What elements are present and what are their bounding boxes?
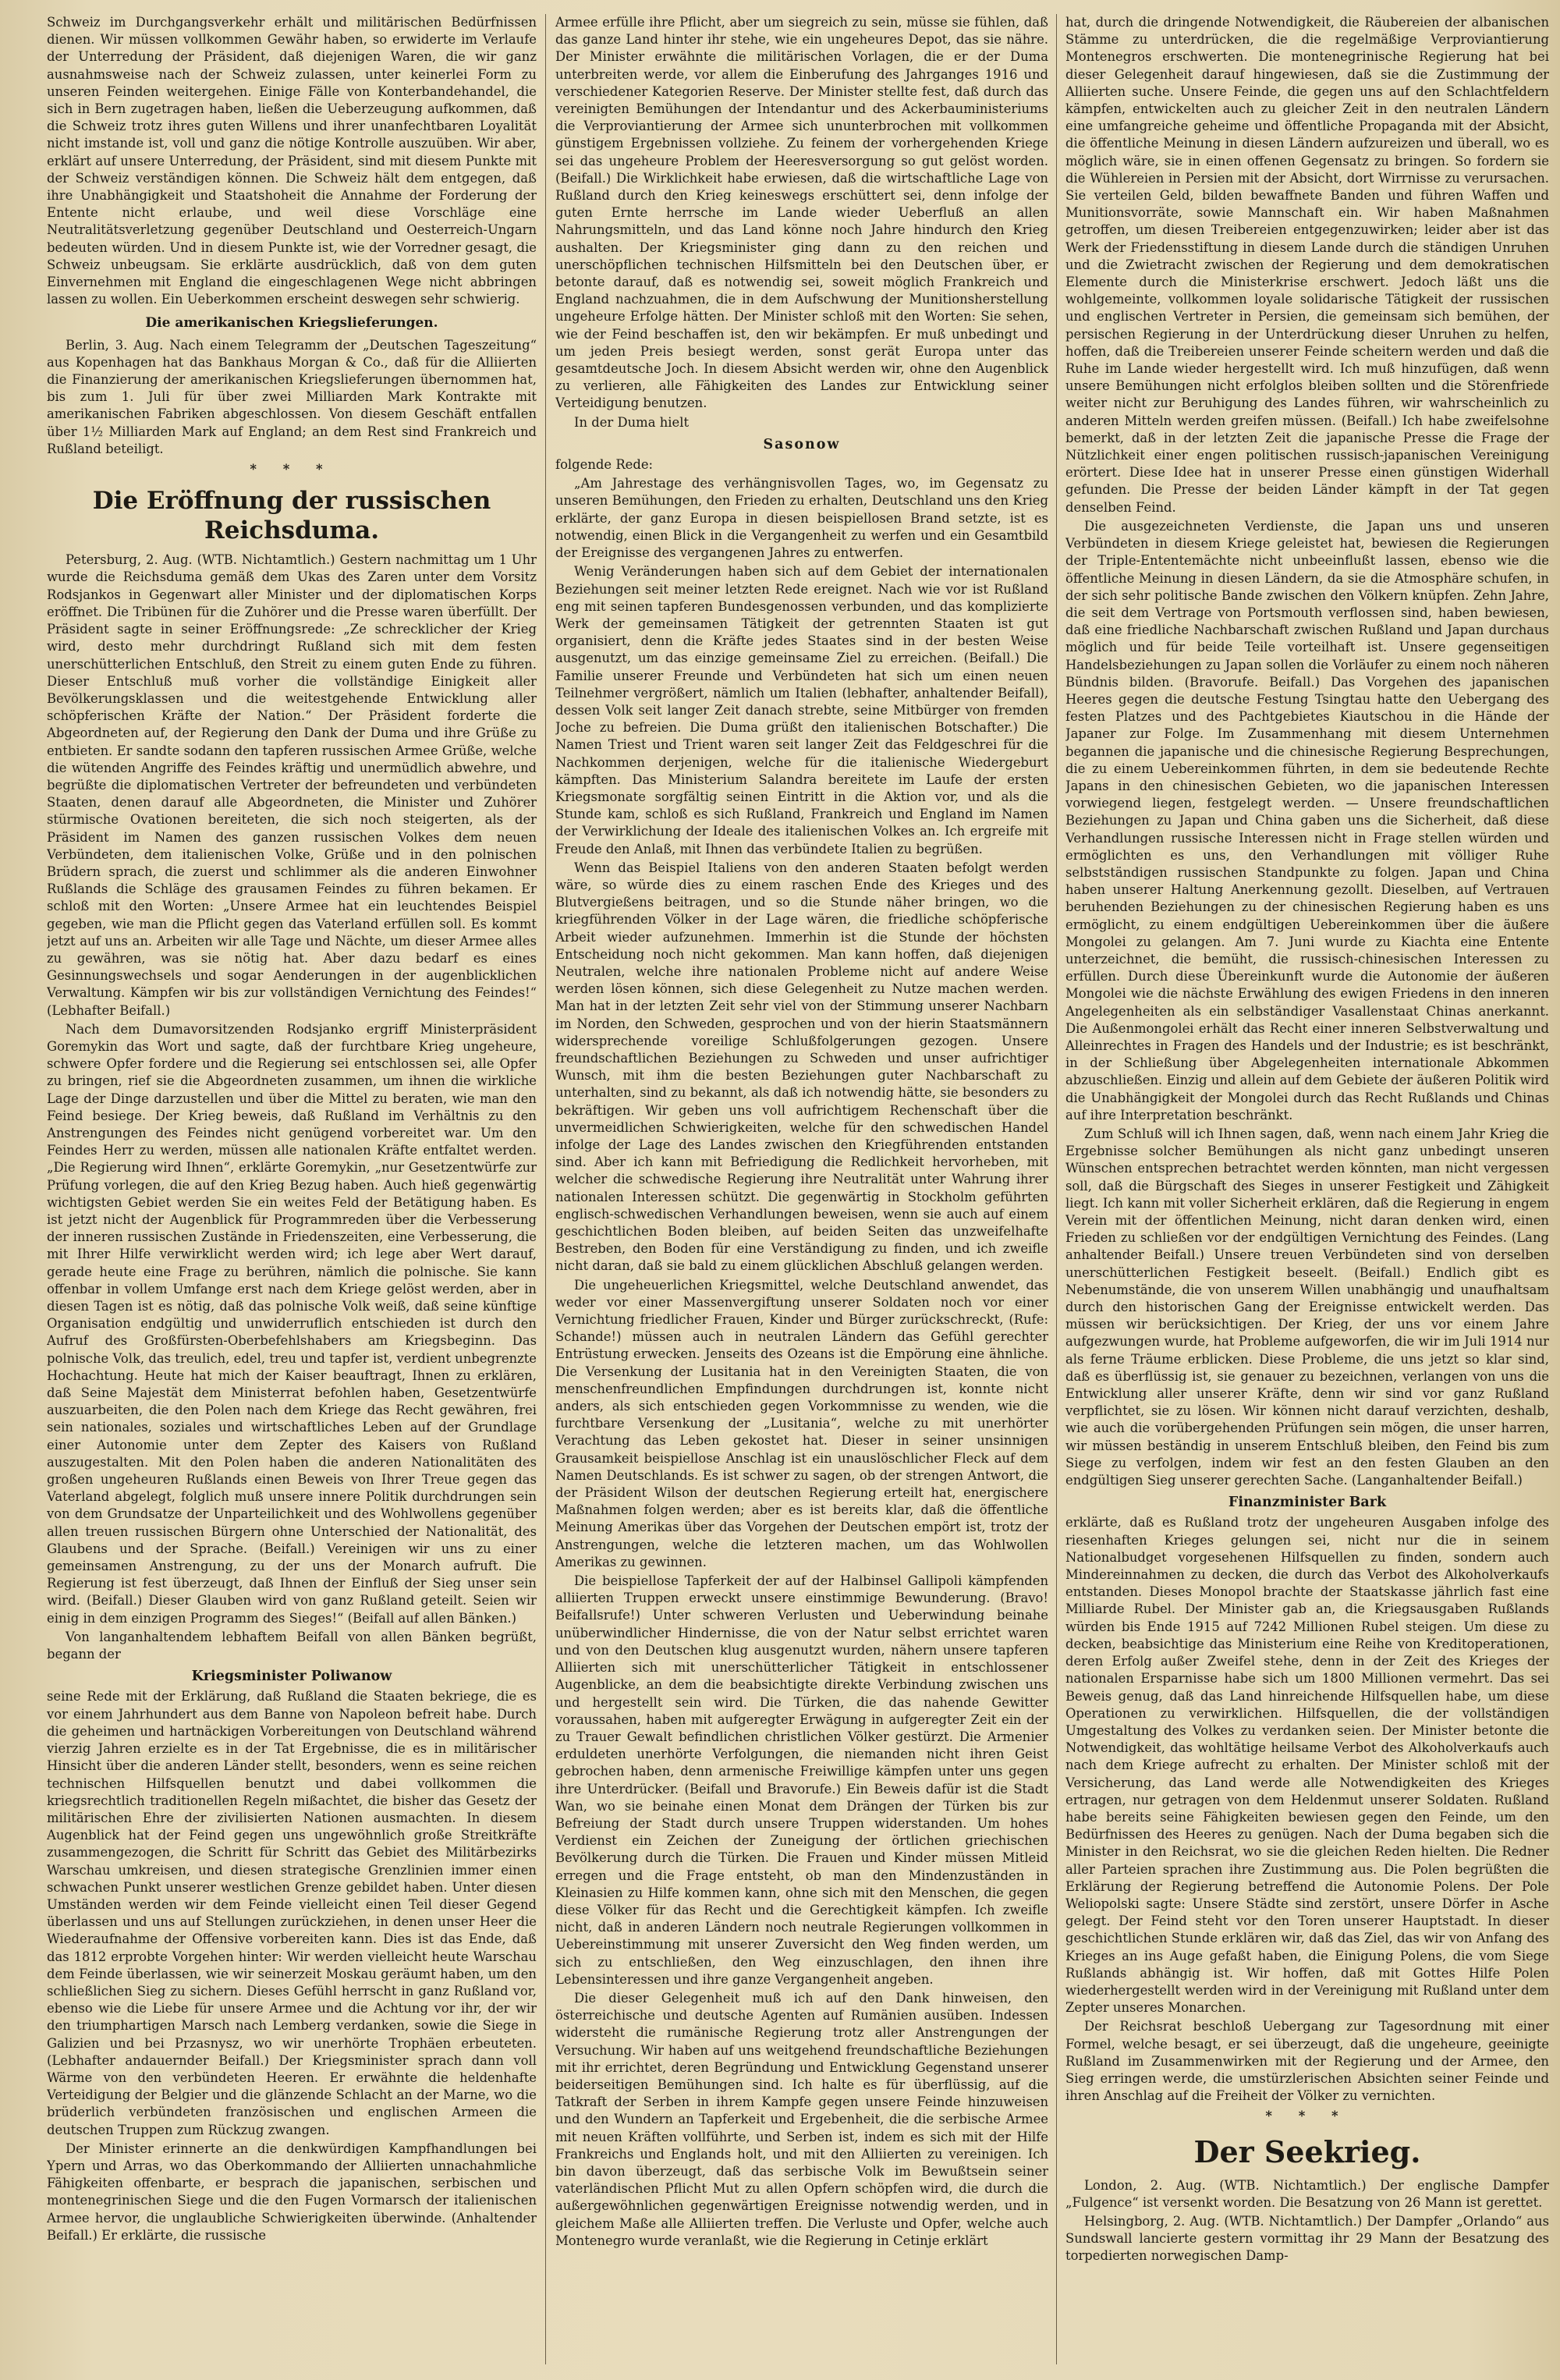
goremykin-paragraph: Nach dem Dumavorsitzenden Rodsjanko ergriff Ministerpräsident Goremykin das Wort und sagte, daß der furchtbare Krieg ungeheure, schwere Opfer fordere und die Regierung sei entschlossen sei, alle Opfer zu bringen, rief sie die Abgeordneten zusammen, um ihnen die wirkliche Lage der Dinge darzustellen und über die Mittel zu beraten, wie man den Feind besiege. Der Krieg beweis, daß Rußland im Verhältnis zu den Anstrengungen des Feindes nicht genügend vorbereitet war. Um den Feindes Herr zu werden, müssen alle nationalen Kräfte entfaltet werden. „Die Regierung wird Ihnen“, erklärte Goremykin, „nur Gesetzentwürfe zur Prüfung vorlegen, die auf den Krieg Bezug haben. Auch hieß gegenwärtig wichtigsten Gebiet werden Sie ein weites Feld der Betätigung haben. Es ist jetzt nicht der Augenblick für Programmreden über die Verbesserung der inneren russischen Zustände in Friedenszeiten, eine Verbesserung, die mit Ihrer Hilfe verwirklicht werden wird; ich lege aber Wert darauf, gerade heute eine Frage zu berühren, nämlich die polnische. Sie kann offenbar in vollem Umfange erst nach dem Kriege gelöst werden, aber in diesen Tagen ist es nötig, daß das polnische Volk weiß, daß seine künftige Organisation endgültig und unwiderruflich entschieden ist durch den Aufruf des Großfürsten-Oberbefehlshabers am Kriegsbeginn. Das polnische Volk, das treulich, edel, treu und tapfer ist, verdient unbegrenzte Hochachtung. Heute hat mich der Kaiser beauftragt, Ihnen zu erklären, daß Seine Majestät dem Ministerrat befohlen haben, Gesetzentwürfe auszuarbeiten, die den Polen nach dem Kriege das Recht gewähren, frei sein nationales, soziales und wirtschaftliches Leben auf der Grundlage einer Autonomie unter dem Zepter des Kaisers von Rußland auszugestalten. Mit den Polen haben die anderen Nationalitäten des großen ungeheuren Rußlands einen Beweis von Ihrer Treue gegen das Vaterland abgelegt, folglich muß unsere innere Politik durchdrungen sein von dem Grundsatze der Unparteilichkeit und des Wohlwollens gegenüber allen treuen russischen Bürgern ohne Unterschied der Nationalität, des Glaubens und der Sprache. (Beifall.) Vereinigen wir uns zu einer gemeinsamen Anstrengung, zu der uns der Monarch aufruft. Die Regierung ist fest überzeugt, daß Ihnen der Einfluß der Sieg unser sein wird. (Beifall.) Dieser Glauben wird von ganz Rußland geteilt. Seien wir einig in dem einzigen Programm des Sieges!“ (Beifall auf allen Bänken.) xyxy=(47,1021,537,1626)
section-separator: * * * xyxy=(250,462,334,477)
conclusion-paragraph: Zum Schluß will ich Ihnen sagen, daß, wenn nach einem Jahr Krieg die Ergebnisse solcher Bemühungen als nicht ganz unbedingt unseren Wünschen entsprechen betrachtet werden könnten, man nicht vergessen soll, daß die Bürgschaft des Sieges in unserer Festigkeit und Zähigkeit liegt. Ich kann mit voller Sicherheit erklären, daß die Regierung in engem Verein mit der öffentlichen Meinung, nicht daran denken wird, einen Frieden zu schließen vor der endgültigen Vernichtung des Feindes. (Lang anhaltender Beifall.) Unsere treuen Verbündeten sind von derselben unerschütterlichen Festigkeit beseelt. (Beifall.) Endlich gibt es Nebenumstände, die von unserem Willen unabhängig und unaufhaltsam durch den historischen Gang der Ereignisse entwickelt werden. Das müssen wir berücksichtigen. Der Krieg, der uns vor einem Jahre aufgezwungen wurde, hat Probleme aufgeworfen, die wir im Juli 1914 nur als ferne Träume erblicken. Diese Probleme, die uns jetzt so klar sind, daß es überflüssig ist, sie genauer zu bezeichnen, verlangen von uns die Entwicklung aller unserer Kräfte, denn wir sind vor ganz Rußland verpflichtet, sie zu lösen. Wir können nicht darauf verzichten, deshalb, wie auch die vorübergehenden Prüfungen sein mögen, die unser harren, wir müssen beständig in unserem Entschluß bleiben, den Feind bis zum Siege zu verfolgen, indem wir fest an den festen Glauben an den endgültigen Sieg unserer gerechten Sache. (Langanhaltender Beifall.) xyxy=(1065,1126,1549,1488)
morgan-paragraph: Berlin, 3. Aug. Nach einem Telegramm der „Deutschen Tageszeitung“ aus Kopenhagen hat das Bankhaus Morgan & Co., daß für die Alliierten die Finanzierung der amerikanischen Kriegslieferungen übernommen hat, bis zum 1. Juli für über zwei Milliarden Mark Kontrakte mit amerikanischen Fabriken abgeschlossen. Von diesem Geschäft entfallen über 1½ Milliarden Mark auf England; an dem Rest sind Frankreich und Rußland beteiligt. xyxy=(47,337,537,456)
poliwanow-paragraph: seine Rede mit der Erklärung, daß Rußland die Staaten bekriege, die es vor einem Jahrhundert aus dem Banne von Napoleon befreit habe. Durch die geheimen und hartnäckigen Vorbereitungen von Deutschland während vierzig Jahren erzielte es in der Tat Ergebnisse, die es in militärischer Hinsicht über die anderen Länder stellt, besonders, wenn es seine reichen technischen Hilfsquellen benutzt und dabei vollkommen die kriegsrechtlich traditionellen Regeln mißachtet, die bisher das Gesetz der militärischen Ehre der zivilisierten Nationen ausmachten. In diesem Augenblick hat der Feind gegen uns ungewöhnlich große Streitkräfte zusammengezogen, die Schritt für Schritt das Gebiet des Militärbezirks Warschau umkreisen, und diesen strategische Grenzlinien immer einen schwachen Punkt unserer westlichen Grenze gebildet haben. Unter diesen Umständen werden wir dem Feinde vielleicht einen Teil dieser Gegend überlassen und uns auf Stellungen zurückziehen, in denen unser Heer die Wiederaufnahme der Offensive vorbereiten kann. Dies ist das Ende, daß das 1812 erprobte Vorgehen hinter: Wir werden vielleicht heute Warschau dem Feinde überlassen, wie wir seinerzeit Moskau geräumt haben, um den schließlichen Sieg zu sichern. Dieses Gefühl herrscht in ganz Rußland vor, ebenso wie die Liebe für unsere Armee und die Achtung vor ihr, der wir den triumphartigen Marsch nach Lemberg verdanken, sowie die Siege in Galizien und bei Przasnysz, wo wir unerhörte Trophäen erbeuteten. (Lebhafter andauernder Beifall.) Der Kriegsminister sprach dann voll Wärme von den verbündeten Heeren. Er erwähnte die heldenhafte Verteidigung der Belgier und die glänzende Schlacht an der Marne, wo die brüderlich verbündeten französischen und englischen Armeen die deutschen Truppen zum Rückzug zwangen. xyxy=(47,1689,537,2137)
column-rule xyxy=(1056,14,1057,2364)
sasonow-gallipoli-paragraph: Die beispiellose Tapferkeit der auf der Halbinsel Gallipoli kämpfenden alliierten Truppen erweckt unsere einstimmige Bewunderung. (Bravo! Beifallsrufe!) Unter schweren Verlusten und Ueberwindung beinahe unüberwindlicher Hindernisse, die von der Natur selbst errichtet waren und von den Deutschen klug ausgenutzt wurden, nähern unsere tapferen Alliierten sich mit unerschütterlicher Tätigkeit in entschlossener Augenblicke, an dem die beabsichtigte direkte Verbindung zwischen uns und hergestellt sein wird. Die Türken, die das nahende Gewitter voraussahen, haben mit aufgeregter Erwägung in aufgeregter Zeit ein der zu Trauer Gewalt befindlichen christlichen Völker gestürzt. Die Armenier erduldeten unerhörte Verfolgungen, die niemanden nicht ihren Geist gebrochen haben, denn armenische Freiwillige kämpfen unter uns gegen ihre Unterdrücker. (Beifall und Bravorufe.) Ein Beweis dafür ist die Stadt Wan, wo sie beinahe einen Monat dem Drängen der Türken bis zur Befreiung der Stadt durch unsere Truppen widerstanden. Um hohes Verdienst ein Zeichen der Zuneigung der örtlichen griechischen Bevölkerung durch die Türken. Die Frauen und Kinder müssen Mitleid erregen und die Frage entsteht, ob man den Mindenzuständen in Kleinasien zu Hilfe kommen kann, ohne sich mit den Menschen, die gegen diese Völker für das Recht und die Gerechtigkeit kämpfen. Ich zweifle nicht, daß in anderen Ländern noch neutrale Regierungen vollkommen in Uebereinstimmung mit unserer Zuversicht den Weg finden werden, um sich zu entschließen, den Weg einzuschlagen, den ihnen ihre Lebensinteressen und ihre ganze Vergangenheit angeben. xyxy=(555,1573,1048,1987)
subheading-sasonow: Sasonow xyxy=(763,436,841,452)
duma-opening-paragraph: Petersburg, 2. Aug. (WTB. Nichtamtlich.) Gestern nachmittag um 1 Uhr wurde die Reichsduma gemäß dem Ukas des Zaren unter dem Vorsitz Rodsjankos in Gegenwart aller Minister und der diplomatischen Korps eröffnet. Die Tribünen für die Zuhörer und die Presse waren überfüllt. Der Präsident sagte in seiner Eröffnungsrede: „Ze schrecklicher der Krieg wird, desto mehr durchdringt Rußland sich mit dem festen unerschütterlichen Entschluß, den Streit zu einem guten Ende zu führen. Dieser Entschluß muß vorher die vollständige Einigkeit aller Bevölkerungsklassen und die weitestgehende Entwicklung aller schöpferischen Kräfte der Nation.“ Der Präsident forderte die Abgeordneten auf, der Regierung den Dank der Duma und ihre Grüße zu entbieten. Er sandte sodann den tapferen russischen Armee Grüße, welche die wütenden Angriffe des Feindes kräftig und unermüdlich abwehre, und begrüßte die diplomatischen Vertreter der befreundeten und verbündeten Staaten, denen darauf alle Abgeordneten, die Minister und Zuhörer stürmische Ovationen bereiteten, die sich noch steigerten, als der Präsident im Namen des ganzen russischen Volkes dem neuen Verbündeten, dem italienischen Volke, Grüße und in den polnischen Brüdern sprach, die zuerst und schlimmer als die anderen Einwohner Rußlands die Schläge des grausamen Feindes zu führen bekamen. Er schloß mit den Worten: „Unsere Armee hat ein leuchtendes Beispiel gegeben, wie man die Pflicht gegen das Vaterland erfüllen soll. Es kommt jetzt auf uns an. Arbeiten wir alle Tage und Nächte, um dieser Armee alles zu gewähren, was sie nötig hat. Aber dazu bedarf es eines Gesinnungswechsels und sogar Aenderungen in der augenblicklichen Verwaltung. Kämpfen wir bis zur vollständigen Vernichtung des Feindes!“ (Lebhafter Beifall.) xyxy=(47,552,537,1018)
column-1 xyxy=(47,14,537,2364)
subheading-finance-minister: Finanzminister Bark xyxy=(1228,1495,1387,1511)
headline-american-war-deliveries: Die amerikanischen Kriegslieferungen. xyxy=(145,315,438,332)
army-supply-paragraph: Armee erfülle ihre Pflicht, aber um siegreich zu sein, müsse sie fühlen, daß das ganze Land hinter ihr stehe, wie ein ungeheures Depot, das sie nähre. Der Minister erwähnte die militärischen Vorlagen, die er der Duma unterbreiten werde, vor allem die Einberufung des Jahrganges 1916 und verschiedener Kategorien Reserve. Der Minister stellte fest, daß durch das vereinigten Bemühungen der Intendantur und des Ackerbauministeriums die Verproviantierung der Armee sich ununterbrochen mit vollkommen günstigem Ergebnissen vollziehe. Zu feinem der vorhergehenden Kriege sei das ungeheure Problem der Heeresversorgung so gut gelöst worden. (Beifall.) Die Wirklichkeit habe erwiesen, daß die wirtschaftliche Lage von Rußland durch den Krieg keineswegs erschüttert sei, denn infolge der guten Ernte herrsche im Lande wieder Ueberfluß an allen Nahrungsmitteln, und das Land könne noch Jahre hindurch den Krieg aushalten. Der Kriegsminister ging dann zu den reichen und unerschöpflichen technischen Hilfsmitteln bei den Deutschen über, er betonte darauf, daß es notwendig sei, soweit möglich Frankreich und England nachzuahmen, die in dem Aufschwung der Munitionsherstellung ungeheure Erfolge hätten. Der Minister schloß mit den Worten: Sie sehen, wie der Feind beschaffen ist, den wir bekämpfen. Er muß unbedingt und um jeden Preis besiegt werden, sonst gerät Europa unter das gesamtdeutsche Joch. In diesem Absicht werden wir, ohne den Augenblick zu verlieren, alle Fähigkeiten des Landes zur Entwicklung seiner Verteidigung benutzen. xyxy=(555,15,1048,411)
reichsrat-paragraph: Der Reichsrat beschloß Uebergang zur Tagesordnung mit einer Formel, welche besagt, er sei überzeugt, daß die ungeheure, geeinigte Rußland im Zusammenwirken mit der Regierung und der Armee, den Sieg erringen werde, die umstürzlerischen Absichten seiner Feinde und ihren Anschlag auf die Freiheit der Völker zu vernichten. xyxy=(1065,2019,1549,2104)
sasonow-anniversary-paragraph: „Am Jahrestage des verhängnisvollen Tages, wo, im Gegensatz zu unseren Bemühungen, den Frieden zu erhalten, Deutschland uns den Krieg erklärte, der ganz Europa in diesen beispiellosen Brand setzte, ist es notwendig, einen Blick in die Vergangenheit zu werfen und ein Gesamtbild der Ereignisse des vergangenen Jahres zu entwerfen. xyxy=(555,476,1048,561)
sasonow-sweden-paragraph: Wenn das Beispiel Italiens von den anderen Staaten befolgt werden wäre, so würde dies zu einem raschen Ende des Krieges und des Blutvergießens beitragen, und so die Stunde näher bringen, wo die kriegführenden Völker in der Lage wären, die friedliche schöpferische Arbeit wieder aufzunehmen. Immerhin ist die Stunde der höchsten Entscheidung noch nicht gekommen. Man kann hoffen, daß diejenigen Neutralen, welche ihre nationalen Probleme nicht auf andere Weise werden lösen können, sich diese Gelegenheit zu Nutze machen werden. Man hat in der letzten Zeit sehr viel von der Stimmung unserer Nachbarn im Norden, den Schweden, gesprochen und von der hierin Staatsmännern widersprechende voreilige Schlußfolgerungen gezogen. Unsere freundschaftlichen Beziehungen zu Schweden und unser aufrichtiger Wunsch, mit ihm die besten Beziehungen guter Nachbarschaft zu unterhalten, sind zu bekannt, als daß ich notwendig hätte, sie besonders zu bekräftigen. Wir geben uns voll aufrichtigem Rechenschaft über die unvermeidlichen Schwierigkeiten, welche für den schwedischen Handel infolge der Lage des Landes zwischen den Kriegführenden entstanden sind. Aber ich kann mit Befriedigung die Redlichkeit hervorheben, mit welcher die schwedische Regierung ihre Neutralität unter Wahrung ihrer nationalen Interessen schützt. Die gegenwärtig in Stockholm geführten englisch-schwedischen Verhandlungen beweisen, wenn sie auch auf einem geschichtlichen Boden bleiben, auf beiden Seiten das unzweifelhafte Bestreben, den Boden für eine Verständigung zu finden, und ich zweifle nicht daran, daß sie bald zu einem glücklichen Abschluß gelangen werden. xyxy=(555,860,1048,1274)
headline-naval-war: Der Seekrieg. xyxy=(1193,2133,1421,2169)
headline-duma-opening: Die Eröffnung der russischen Reichsduma. xyxy=(92,487,491,545)
london-dispatch: London, 2. Aug. (WTB. Nichtamtlich.) Der englische Dampfer „Fulgence“ ist versenkt worden. Die Besatzung von 26 Mann ist gerettet. xyxy=(1065,2177,1549,2210)
applause-paragraph: Von langanhaltendem lebhaftem Beifall von allen Bänken begrüßt, begann der xyxy=(47,1629,537,1662)
duma-intro-line: In der Duma hielt xyxy=(574,414,690,430)
column-3 xyxy=(1065,14,1549,2364)
subheading-war-minister: Kriegsminister Poliwanow xyxy=(191,1669,392,1685)
column-rule xyxy=(545,14,546,2364)
sasonow-italy-paragraph: Wenig Veränderungen haben sich auf dem Gebiet der internationalen Beziehungen seit meiner letzten Rede ereignet. Nach wie vor ist Rußland eng mit seinen tapferen Bundesgenossen verbunden, und das komplizierte Werk der gemeinsamen Tätigkeit der getrennten Staaten ist gut organisiert, denn die Kräfte jedes Staates sind in der besten Weise ausgenutzt, um das einzige gemeinsame Ziel zu erreichen. (Beifall.) Die Familie unserer Freunde und Verbündeten hat sich um einen neuen Teilnehmer vergrößert, nämlich um Italien (lebhafter, anhaltender Beifall), dessen Volk seit langer Zeit danach strebte, seine Mitbürger von fremden Joche zu befreien. Die Duma grüßt den italienischen Botschafter.) Die Namen Triest und Trient waren seit langer Zeit das Feldgeschrei für die Nachkommen derjenigen, welche für die italienische Wiedergeburt kämpften. Das Ministerium Salandra bereitete im Laufe der ersten Kriegsmonate sorgfältig seinen Eintritt in die Aktion vor, und als die Stunde kam, schloß es sich Rußland, Frankreich und England im Namen der Verwirklichung der Ideale des italienischen Volkes an. Ich ergreife mit Freude den Anlaß, mit Ihnen das verbündete Italien zu begrüßen. xyxy=(555,564,1048,857)
montenegro-persia-paragraph: hat, durch die dringende Notwendigkeit, die Räubereien der albanischen Stämme zu unterdrücken, die die regelmäßige Verproviantierung Montenegros erschwerten. Die montenegrinische Regierung hat bei dieser Gelegenheit darauf hingewiesen, daß sie die Zustimmung der Alliierten suche. Unsere Feinde, die gegen uns auf den Schlachtfeldern kämpfen, entwickelten auch zu gleicher Zeit in den neutralen Ländern eine umfangreiche geheime und öffentliche Propaganda mit der Absicht, die öffentliche Meinung in diesen Ländern aufzureizen und überall, wo es möglich wäre, sie in einen offenen Gegensatz zu bringen. So fordern sie die Wühlereien in Persien mit der Absicht, dort Wirrnisse zu verursachen. Sie verteilen Geld, bilden bewaffnete Banden und führen Waffen und Munitionsvorräte, sowie Mannschaft ein. Wir haben Maßnahmen getroffen, um diesen Treibereien entgegenzuwirken; leider aber ist das Werk der Friedensstiftung in diesem Lande durch die ständigen Unruhen und die Zwietracht zwischen der Regierung und dem demokratischen Elemente durch die Ministerkrise erschwert. Jedoch läßt uns die wohlgemeinte, vollkommen loyale solidarische Tätigkeit der russischen und englischen Vertreter in Persien, die gemeinsam sich bemühen, der persischen Regierung in der Unterdrückung dieser Unruhen zu helfen, hoffen, daß die Treibereien unserer Feinde scheitern werden und daß die Ruhe im Lande wieder hergestellt wird. Ich muß hinzufügen, daß wenn unsere Bemühungen nicht erfolglos bleiben sollten und die Störenfriede weiter nicht zur Beruhigung des Landes führen, wir wahrscheinlich zu anderen Mitteln werden greifen müssen. (Beifall.) Ich habe zweifelsohne bemerkt, daß in der letzten Zeit die japanische Presse die Frage der Nützlichkeit einer engen politischen russisch-japanischen Vereinigung erörtert. Diese Idee hat in unserer Presse einen günstigen Widerhall gefunden. Die Presse der beiden Länder kämpft in der Tat gegen denselben Feind. xyxy=(1065,15,1549,515)
swiss-transit-paragraph: Schweiz im Durchgangsverkehr erhält und militärischen Bedürfnissen dienen. Wir müssen vollkommen Gewähr haben, so erwiderte im Verlaufe der Unterredung der Präsident, daß diejenigen Waren, die wir ganz ausnahmsweise nach der Schweiz zulassen, unter keinerlei Form zu unseren Feinden weitergehen. Einige Fälle von Konterbandehandel, die sich in Bern zugetragen haben, ließen die Ueberzeugung aufkommen, daß die Schweiz trotz ihres guten Willens und ihrer unanfechtbaren Loyalität nicht imstande ist, voll und ganz die nötige Kontrolle auszuüben. Wir aber, erklärt auf unsere Unterredung, der Präsident, sind mit diesem Punkte mit der Schweiz verständigen können. Die Schweiz hält dem entgegen, daß ihre Unabhängigkeit und Staatshoheit die Annahme der Forderung der Entente nicht erlaube, und weil diese Vorschläge eine Neutralitätsverletzung gegenüber Deutschland und Oesterreich-Ungarn bedeuten würden. Und in diesem Punkte ist, wie der Vorredner gesagt, die Schweiz unbeugsam. Sie erklärte ausdrücklich, daß von dem guten Einvernehmen mit England die eingeschlagenen Wege nicht abbringen lassen zu wollen. Ein Ueberkommen erscheint deswegen sehr schwierig. xyxy=(47,15,537,307)
poliwanow-allies-paragraph: Der Minister erinnerte an die denkwürdigen Kampfhandlungen bei Ypern und Arras, wo das Oberkommando der Alliierten unnachahmliche Fähigkeiten offenbarte, er besprach die japanischen, serbischen und montenegrinischen Siege und die den Fugen Vormarsch der italienischen Armee hervor, die unglaubliche Schwierigkeiten überwinde. (Anhaltender Beifall.) Er erklärte, die russische xyxy=(47,2141,537,2243)
section-separator: * * * xyxy=(1265,2109,1349,2124)
japan-china-paragraph: Die ausgezeichneten Verdienste, die Japan uns und unseren Verbündeten in diesem Kriege geleistet hat, bewiesen die Regierungen der Triple-Ententemächte nicht unbeeinflußt lassen, ebenso wie die öffentliche Meinung in diesen Ländern, da sie die Atmosphäre schufen, in der sich sehr politische Bande zwischen den Völkern knüpfen. Zehn Jahre, die seit dem Vertrage von Portsmouth verflossen sind, haben bewiesen, daß eine friedliche Nachbarschaft zwischen Rußland und Japan durchaus möglich und für beide Teile vorteilhaft ist. Unsere gegenseitigen Handelsbeziehungen zu Japan sollen die Vorläufer zu einem noch näheren Bündnis bilden. (Bravorufe. Beifall.) Das Vorgehen des japanischen Heeres gegen die deutsche Festung Tsingtau hatte den Uebergang des festen Platzes und des Pachtgebietes Kiautschou in die Hände der Japaner zur Folge. Im Zusammenhang mit diesem Unternehmen begannen die japanische und die chinesische Regierung Besprechungen, die zu einem Uebereinkommen führten, in dem sie bedeutende Rechte Japans in den chinesischen Gebieten, wo die japanischen Interessen vorwiegend liegen, festgelegt werden. — Unsere freundschaftlichen Beziehungen zu Japan und China gaben uns die Sicherheit, daß diese Verhandlungen russische Interessen nicht in Frage stellen würden und ermöglichten es uns, den Verhandlungen mit völliger Ruhe selbstständigen russischen Standpunkte zu folgen. Japan und China haben unserer Haltung Anerkennung gezollt. Dieselben, auf Vertrauen beruhenden Beziehungen zu der chinesischen Regierung haben es uns ermöglicht, zu einem endgültigen Uebereinkommen über die äußere Mongolei zu gelangen. Am 7. Juni wurde zu Kiachta eine Entente unterzeichnet, die bemüht, die russisch-chinesischen Interessen zu erfüllen. Durch diese Übereinkunft wurde die Autonomie der äußeren Mongolei wie die nächste Erwählung des ewigen Friedens in den inneren Angelegenheiten als ein selbständiger Vasallenstaat Chinas anerkannt. Die Außenmongolei erhält das Recht einer inneren Selbstverwaltung und Alleinrechtes in Fragen des Handels und der Industrie; es ist beschränkt, in der Schließung über Abgelegenheiten internationale Abkommen abzuschließen. Einzig und allein auf dem Gebiete der äußeren Politik wird die Unabhängigkeit der Mongolei durch das Recht Rußlands und Chinas auf ihre Interpretation beschränkt. xyxy=(1065,518,1549,1123)
sasonow-romania-paragraph: Die dieser Gelegenheit muß ich auf den Dank hinweisen, den österreichische und deutsche Agenten auf Rumänien ausüben. Indessen widersteht die rumänische Regierung trotz aller Anstrengungen der Versuchung. Wir haben auf uns weitgehend freundschaftliche Beziehungen mit ihr errichtet, deren Begründung und Entwicklung Gegenstand unserer beiderseitigen Bemühungen sind. Ich halte es für überflüssig, auf die Tatkraft der Serben in ihrem Kampfe gegen unsere Feinde hinzuweisen und den Wundern an Tapferkeit und Ergebenheit, die die serbische Armee mit neuen Kräften vollführte, und Serben ist, indem es sich mit der Hilfe Frankreichs und Englands holt, und mit den Alliierten zu vereinigen. Ich bin davon überzeugt, daß das serbische Volk im Bewußtsein seiner vaterländischen Pflicht Mut zu allen Opfern schöpfen wird, die durch die außergewöhnlichen gegenwärtigen Ereignisse notwendig werden, und in gleichem Maße alle Alliierten treffen. Die Verluste und Opfer, welche auch Montenegro wurde veranlaßt, wie die Regierung in Cetinje erklärt xyxy=(555,1990,1048,2248)
helsingborg-dispatch: Helsingborg, 2. Aug. (WTB. Nichtamtlich.) Der Dampfer „Orlando“ aus Sundswall lancierte gestern vormittag ihr 29 Mann der Besatzung des torpedierten norwegischen Damp- xyxy=(1065,2213,1549,2264)
speech-intro-line: folgende Rede: xyxy=(555,457,654,473)
column-2 xyxy=(555,14,1048,2364)
sasonow-lusitania-paragraph: Die ungeheuerlichen Kriegsmittel, welche Deutschland anwendet, das weder vor einer Massenvergiftung unserer Soldaten noch vor einer Vernichtung friedlicher Frauen, Kinder und Bürger zurückschreckt, (Rufe: Schande!) müssen auch in neutralen Ländern das Gefühl gerechter Entrüstung erwecken. Jenseits des Ozeans ist die Empörung eine ähnliche. Die Versenkung der Lusitania hat in den Vereinigten Staaten, die von menschenfreundlichen Empfindungen durchdrungen ist, konnte nicht anders, als sich entschieden gegen Vorkommnisse zu wenden, wie die furchtbare Versenkung der „Lusitania“, welche zu mit unerhörter Verachtung das Leben gekostet hat. Dieser in seiner unsinnigen Grausamkeit beispiellose Anschlag ist ein unauslöschlicher Fleck auf dem Namen Deutschlands. Es ist schwer zu sagen, ob der strengen Antwort, die der Präsident Wilson der deutschen Regierung erteilt hat, energischere Maßnahmen folgen werden; aber es ist bereits klar, daß die öffentliche Meinung Amerikas über das Vorgehen der Deutschen empört ist, trotz der Anstrengungen, welche die letzteren machen, um das Wohlwollen Amerikas zu gewinnen. xyxy=(555,1277,1048,1570)
bark-paragraph: erklärte, daß es Rußland trotz der ungeheuren Ausgaben infolge des riesenhaften Krieges gelungen sei, nicht nur die in seinem Nationalbudget vorgesehenen Hilfsquellen zu finden, sondern auch Mindereinnahmen zu decken, die durch das Verbot des Alkoholverkaufs entstanden. Dieses Monopol brachte der Staatskasse jährlich fast eine Milliarde Rubel. Der Minister gab an, die Kriegsausgaben Rußlands würden bis Ende 1915 auf 7242 Millionen Rubel steigen. Um diese zu decken, beabsichtige das Ministerium eine Reihe von Kreditoperationen, deren Erfolg außer Zweifel stehe, denn in der Zeit des Krieges der nationalen Ersparnisse habe sich um 1800 Millionen vermehrt. Das sei Beweis genug, daß das Land hinreichende Hilfsquellen habe, um diese Operationen zu verwirklichen. Hilfsquellen, die der vollständigen Umgestaltung des Volkes zu verdanken seien. Der Minister betonte die Notwendigkeit, das wohltätige heilsame Verbot des Alkoholverkaufs auch nach dem Kriege aufrecht zu erhalten. Der Minister schloß mit der Versicherung, das Land werde alle Notwendigkeiten des Krieges ertragen, nur getragen von dem Heldenmut unserer Soldaten. Rußland habe bereits seine Fähigkeiten bewiesen gegen den Feinde, um den Bedürfnissen des Heeres zu genügen. Nach der Duma begaben sich die Minister in den Reichsrat, wo sie die gleichen Reden hielten. Die Redner aller Parteien sprachen ihre Zustimmung aus. Die Polen begrüßten die Erklärung der Regierung betreffend die Autonomie Polens. Der Pole Weliopolski sagte: Unsere Städte sind zerstört, unsere Dörfer in Asche gelegt. Der Feind steht vor den Toren unserer Hauptstadt. In dieser geschichtlichen Stunde erklären wir, daß das Ziel, das wir von Anfang des Krieges an ins Auge gefaßt haben, die Einigung Polens, die vom Siege Rußlands abhängig ist. Wir hoffen, daß mit Gottes Hilfe Polen wiederhergestellt werden wird in der Vereinigung mit Rußland unter dem Zepter unseres Monarchen. xyxy=(1065,1515,1549,2016)
